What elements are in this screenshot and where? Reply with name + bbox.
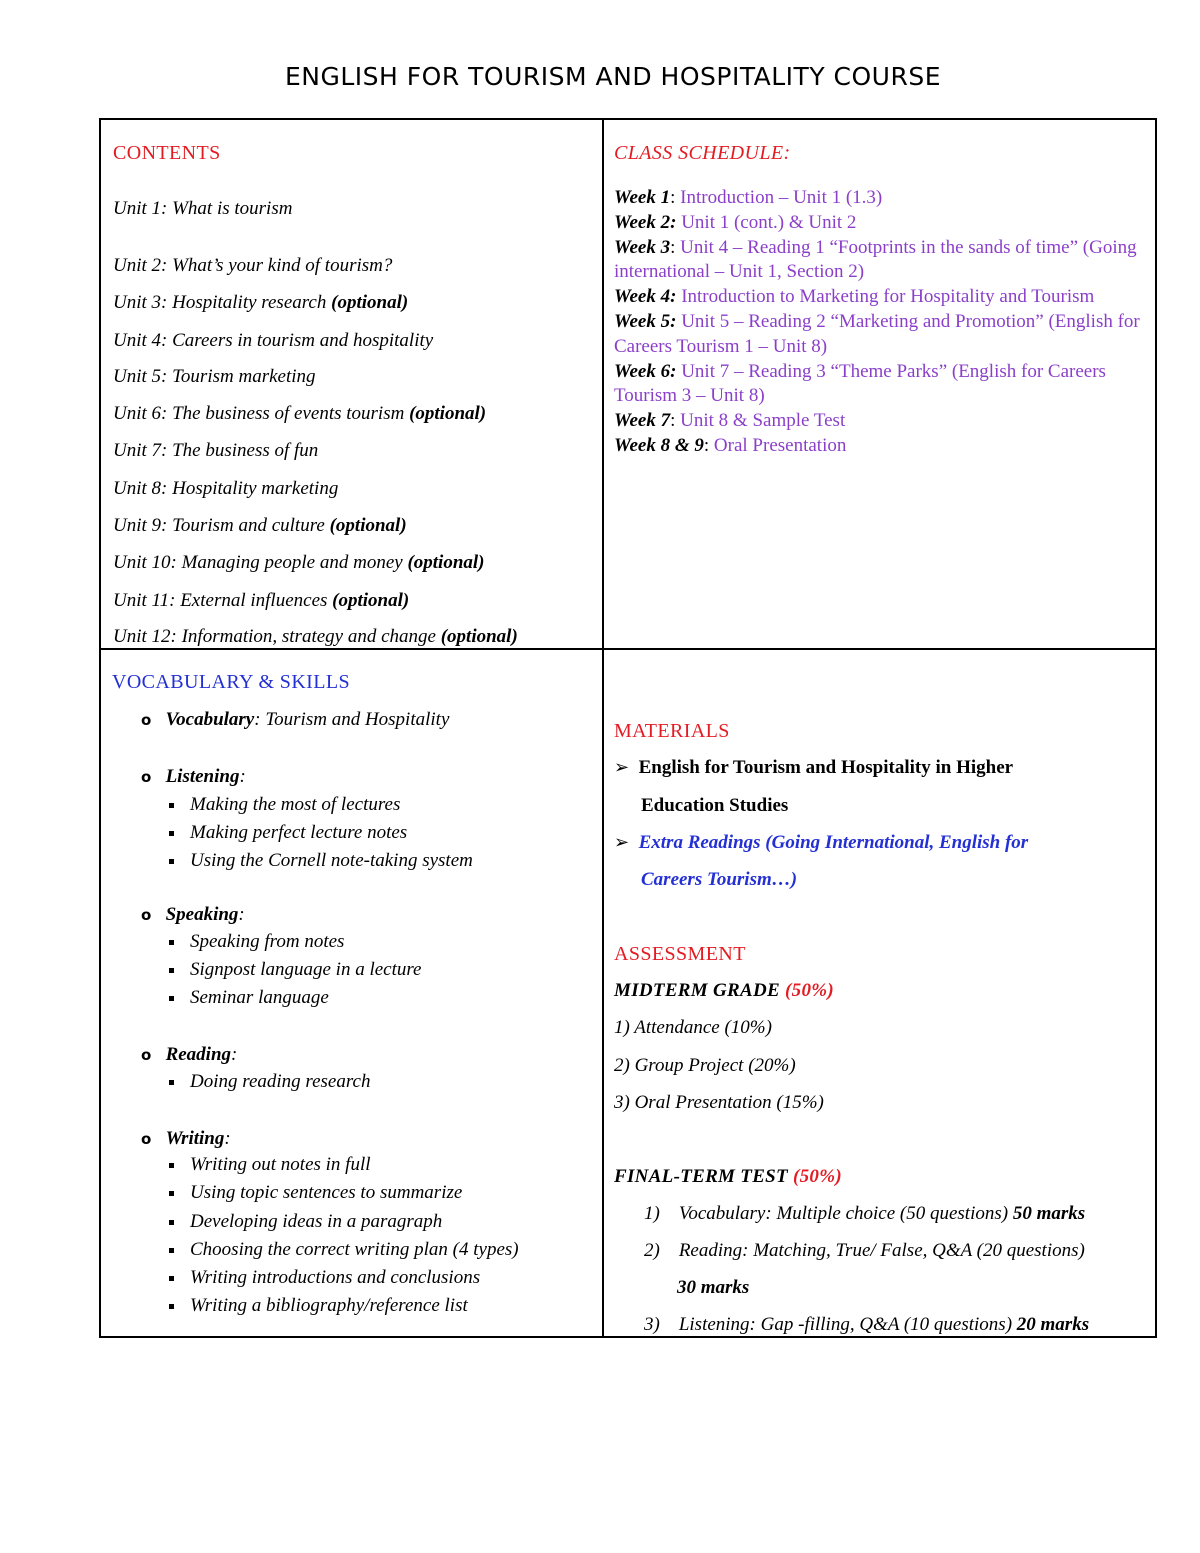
- square-bullet-icon: [169, 1248, 174, 1253]
- square-bullet-icon: [169, 859, 174, 864]
- midterm-item-2: 2) Group Project (20%): [614, 1055, 796, 1076]
- writing-item: o Writing:: [141, 1128, 231, 1149]
- final-item-2: 2) Reading: Matching, True/ False, Q&A (20 questions): [644, 1240, 1085, 1261]
- bullet-o-icon: o: [141, 1130, 152, 1148]
- speaking-sub-2: Signpost language in a lecture: [169, 959, 422, 981]
- midterm-item-1: 1) Attendance (10%): [614, 1017, 772, 1038]
- unit-4: Unit 4: Careers in tourism and hospitality: [113, 330, 434, 351]
- arrow-bullet-icon: ➢: [614, 757, 630, 778]
- writing-sub-1: Writing out notes in full: [169, 1154, 371, 1176]
- arrow-bullet-icon: ➢: [614, 832, 630, 853]
- listening-item: o Listening:: [141, 766, 246, 787]
- schedule-week-8: Week 8 & 9: Oral Presentation: [614, 434, 847, 456]
- schedule-week-7: Week 7: Unit 8 & Sample Test: [614, 410, 846, 432]
- unit-9: Unit 9: Tourism and culture (optional): [113, 515, 407, 536]
- course-table: [99, 118, 1157, 1338]
- writing-sub-5: Writing introductions and conclusions: [169, 1267, 480, 1289]
- final-item-2-marks: 30 marks: [677, 1277, 750, 1298]
- final-term-label: FINAL-TERM TEST (50%): [614, 1166, 842, 1187]
- schedule-list: [614, 186, 1144, 459]
- unit-12: Unit 12: Information, strategy and change (optional): [113, 626, 518, 647]
- reading-sub-1: Doing reading research: [169, 1071, 370, 1093]
- square-bullet-icon: [169, 968, 174, 973]
- bullet-o-icon: o: [141, 906, 152, 924]
- listening-sub-1: Making the most of lectures: [169, 794, 400, 816]
- unit-1: Unit 1: What is tourism: [113, 198, 293, 219]
- schedule-week-2: Week 2: Unit 1 (cont.) & Unit 2: [614, 211, 857, 233]
- writing-sub-3: Developing ideas in a paragraph: [169, 1211, 442, 1233]
- square-bullet-icon: [169, 1304, 174, 1309]
- unit-11: Unit 11: External influences (optional): [113, 590, 410, 611]
- material-item-2: ➢ Extra Readings (Going International, English for: [614, 832, 1029, 853]
- square-bullet-icon: [169, 1276, 174, 1281]
- listening-sub-2: Making perfect lecture notes: [169, 822, 407, 844]
- unit-5: Unit 5: Tourism marketing: [113, 366, 316, 387]
- contents-heading: CONTENTS: [113, 142, 221, 164]
- schedule-week-4: Week 4: Introduction to Marketing for Hospitality and Tourism: [614, 286, 1095, 308]
- square-bullet-icon: [169, 831, 174, 836]
- materials-heading: MATERIALS: [614, 720, 730, 742]
- writing-sub-2: Using topic sentences to summarize: [169, 1182, 462, 1204]
- writing-sub-4: Choosing the correct writing plan (4 types): [169, 1239, 519, 1261]
- reading-item: o Reading:: [141, 1044, 238, 1065]
- assessment-heading: ASSESSMENT: [614, 943, 746, 965]
- writing-sub-6: Writing a bibliography/reference list: [169, 1295, 468, 1317]
- bullet-o-icon: o: [141, 711, 152, 729]
- schedule-week-3: Week 3: Unit 4 – Reading 1 “Footprints in the sands of time” (Going international – Unit 1, Section 2): [614, 236, 1137, 283]
- unit-10: Unit 10: Managing people and money (optional): [113, 552, 485, 573]
- material-item-1: ➢ English for Tourism and Hospitality in Higher: [614, 757, 1014, 778]
- unit-6: Unit 6: The business of events tourism (optional): [113, 403, 487, 424]
- square-bullet-icon: [169, 803, 174, 808]
- square-bullet-icon: [169, 1191, 174, 1196]
- unit-3: Unit 3: Hospitality research (optional): [113, 292, 409, 313]
- schedule-week-6: Week 6: Unit 7 – Reading 3 “Theme Parks” (English for Careers Tourism 3 – Unit 8): [614, 360, 1106, 407]
- unit-2: Unit 2: What’s your kind of tourism?: [113, 255, 393, 276]
- materials-assessment-cell: [603, 649, 1156, 1337]
- unit-7: Unit 7: The business of fun: [113, 440, 319, 461]
- final-item-1: 1) Vocabulary: Multiple choice (50 questions) 50 marks: [644, 1203, 1086, 1224]
- bullet-o-icon: o: [141, 768, 152, 786]
- vocabulary-skills-cell: [100, 649, 603, 1337]
- midterm-item-3: 3) Oral Presentation (15%): [614, 1092, 824, 1113]
- speaking-sub-3: Seminar language: [169, 987, 329, 1009]
- square-bullet-icon: [169, 940, 174, 945]
- final-item-3: 3) Listening: Gap -filling, Q&A (10 questions) 20 marks: [644, 1314, 1090, 1335]
- square-bullet-icon: [169, 1220, 174, 1225]
- schedule-week-1: Week 1: Introduction – Unit 1 (1.3): [614, 187, 883, 208]
- material-item-1-cont: Education Studies: [641, 795, 789, 816]
- square-bullet-icon: [169, 1080, 174, 1085]
- unit-8: Unit 8: Hospitality marketing: [113, 478, 339, 499]
- midterm-grade-label: MIDTERM GRADE (50%): [614, 980, 835, 1001]
- contents-cell: [100, 119, 603, 649]
- square-bullet-icon: [169, 1163, 174, 1168]
- square-bullet-icon: [169, 996, 174, 1001]
- schedule-cell: [603, 119, 1156, 649]
- speaking-item: o Speaking:: [141, 904, 245, 925]
- bullet-o-icon: o: [141, 1046, 152, 1064]
- vocabulary-item: o Vocabulary: Tourism and Hospitality: [141, 709, 450, 730]
- vocabulary-skills-heading: VOCABULARY & SKILLS: [112, 671, 350, 693]
- schedule-week-5: Week 5: Unit 5 – Reading 2 “Marketing and Promotion” (English for Careers Tourism 1 – Unit 8): [614, 310, 1140, 357]
- listening-sub-3: Using the Cornell note-taking system: [169, 850, 473, 872]
- schedule-heading: CLASS SCHEDULE:: [614, 142, 791, 164]
- document-title: ENGLISH FOR TOURISM AND HOSPITALITY COURSE: [284, 62, 942, 91]
- speaking-sub-1: Speaking from notes: [169, 931, 344, 953]
- material-item-2-cont: Careers Tourism…): [641, 869, 798, 890]
